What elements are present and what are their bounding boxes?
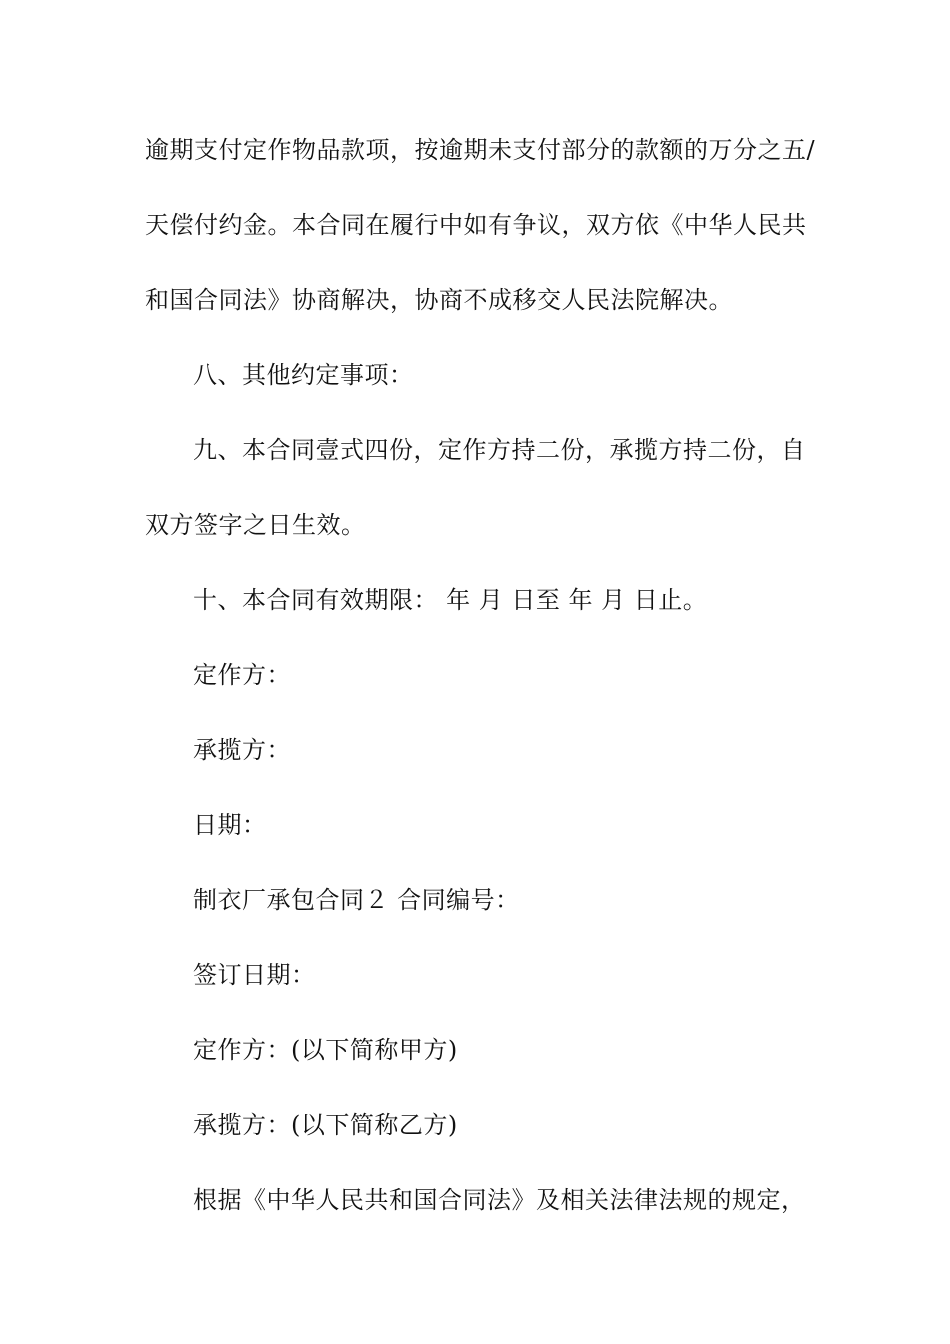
signature-date: 日期： xyxy=(193,811,267,839)
signing-date: 签订日期： xyxy=(193,961,316,989)
legal-basis: 根据《中华人民共和国合同法》及相关法律法规的规定， xyxy=(193,1186,806,1214)
text-line-penalty-2: 天偿付约金。本合同在履行中如有争议，双方依《中华人民共 xyxy=(145,211,807,239)
signature-party-b: 承揽方： xyxy=(193,736,291,764)
clause-nine: 九、本合同壹式四份，定作方持二份，承揽方持二份，自 xyxy=(193,436,806,464)
party-b-label: 承揽方：(以下简称乙方) xyxy=(193,1111,458,1139)
signature-party-a: 定作方： xyxy=(193,661,291,689)
clause-ten: 十、本合同有效期限： 年 月 日至 年 月 日止。 xyxy=(193,586,708,614)
text-line-penalty-1: 逾期支付定作物品款项，按逾期未支付部分的款额的万分之五/ xyxy=(145,136,816,164)
clause-eight: 八、其他约定事项： xyxy=(193,361,414,389)
contract-title: 制衣厂承包合同２ 合同编号： xyxy=(193,886,520,914)
party-a-label: 定作方：(以下简称甲方) xyxy=(193,1036,458,1064)
text-line-dispute: 和国合同法》协商解决，协商不成移交人民法院解决。 xyxy=(145,286,733,314)
clause-nine-continued: 双方签字之日生效。 xyxy=(145,511,366,539)
